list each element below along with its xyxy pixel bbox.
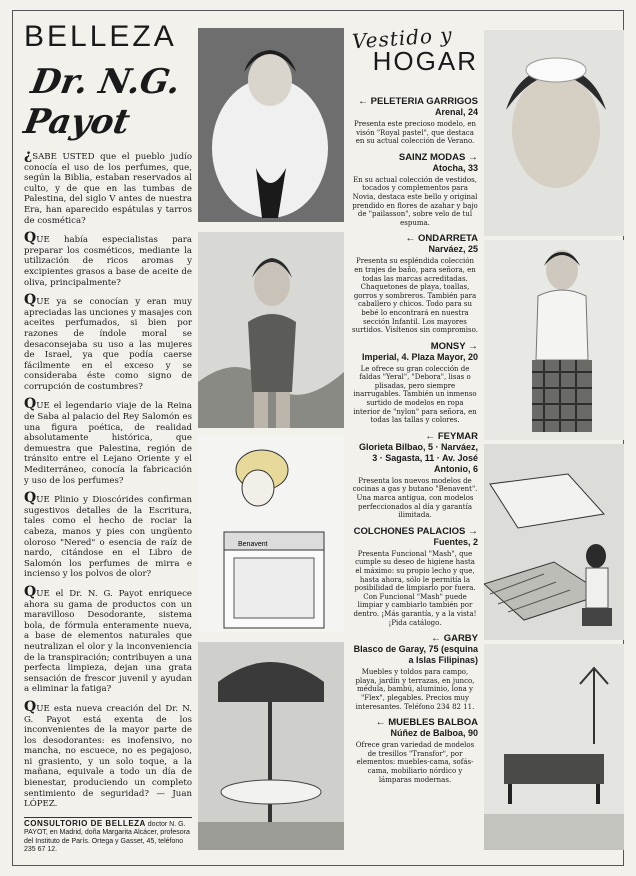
ad-item: ← MUEBLES BALBOA Núñez de Balboa, 90 Ofrece gran variedad de modelos de tresillos "Transfor", por elementos: muebles-cama, sofás-cama, mobiliario nórdico y lámparas modernas. bbox=[355, 717, 478, 784]
stove-brand-label: Benavent bbox=[238, 541, 268, 548]
header-title: HOGAR bbox=[372, 46, 478, 76]
section-title: BELLEZA bbox=[24, 20, 177, 53]
ad-item: ← PELETERIA GARRIGOS Arenal, 24 Presenta este precioso modelo, en visón "Royal pastel", que destaca en su actual colección de Verano. bbox=[354, 96, 478, 146]
ads-column bbox=[352, 96, 478, 790]
ad-item: ← ONDARRETA Narváez, 25 Presenta su espléndida colección en trajes de baño, para señora, en todas las marcas acreditadas. Chaquetones de playa, toallas, gorros y sombreros. También para caballero y chicos. Todo para su bebé lo encontrará en nuestra sección Infantil. Los mayores surtidos. Visítenos sin compromiso. bbox=[352, 233, 478, 335]
garden-furniture-photo bbox=[198, 642, 344, 850]
byline-signature: Dr. N.G. Payot bbox=[20, 62, 184, 142]
beauty-article bbox=[24, 147, 192, 810]
fur-coat-photo bbox=[198, 28, 344, 222]
article-paragraph: QUE ya se conocían y eran muy apreciadas las unciones y masajes con aceites perfumados, si bien por razones de índole moral se desaconsejaba su uso a las mujeres de Israel, ya que podía caerse fácilmente en el exceso y se consideraba éste como signo de corrupción de costumbres? bbox=[24, 292, 192, 392]
living-room-photo bbox=[484, 644, 624, 850]
swimsuit-photo bbox=[198, 232, 344, 428]
article-paragraph: QUE había especialistas para preparar los cosméticos, mediante la utilización de ricos aromas y excipientes grasos a base de aceite de oliva, principalmente? bbox=[24, 230, 192, 288]
header-script: Vestido y bbox=[351, 22, 454, 54]
ad-item: ← FEYMAR Glorieta Bilbao, 5 · Narváez, 3 · Sagasta, 11 · Av. José Antonio, 6 Presenta los nuevos modelos de cocinas a gas y butano "Benavent". Una marca antigua, con modelos perfeccionados al día y garantía ilimitada. bbox=[352, 430, 478, 520]
bride-photo bbox=[484, 30, 624, 236]
article-paragraph: QUE esta nueva creación del Dr. N. G. Payot está exenta de los inconvenientes de la mayor parte de los desodorantes: es inofensivo, no mancha, no escuece, no es pegajoso, ni grasiento, y un solo toque, a la mañana, equivale a todo un día de bienestar, produciendo un completo sentimiento de seguridad? — Juan LÓPEZ. bbox=[24, 698, 192, 810]
vestido-hogar-header bbox=[351, 22, 478, 90]
article-paragraph: QUE el legendario viaje de la Reina de Saba al palacio del Rey Salomón es una figura poética, de realidad absolutamente histórica, que demuestra que Palestina, región de tránsito entre el Lejano Oriente y el Mediterráneo, conocía la fabricación y uso de los perfumes? bbox=[24, 396, 192, 486]
ad-item: ← GARBY Blasco de Garay, 75 (esquina a Islas Filipinas) Muebles y toldos para campo, playa, jardín y terrazas, en junco, médula, bambú, aluminio, lona y "Flex", plegables. Precios muy interesantes. Teléfono 234 82 11. bbox=[353, 633, 478, 711]
article-paragraph: QUE el Dr. N. G. Payot enriquece ahora su gama de productos con un maravilloso Desodorante, sistema bola, de fórmula enteramente nueva, a base de elementos naturales que neutralizan el olor y la inconveniencia de la transpiración; contribuyen a una perfecta limpieza, dejan una grata sensación de frescor juvenil y ayudan a eliminar la fatiga? bbox=[24, 583, 192, 695]
stove-illustration bbox=[198, 436, 344, 632]
ad-item: SAINZ MODAS → Atocha, 33 En su actual colección de vestidos, tocados y complementos para Novia, destaca este bello y original prendido en flores de azahar y bajo de "pailasson", sobre velo de tul espuma. bbox=[352, 151, 478, 227]
mattress-photo bbox=[484, 444, 624, 640]
beauty-consult-info: CONSULTORIO DE BELLEZA doctor N. G. PAYOT, en Madrid, doña Margarita Alcácer, profesora del Instituto de París. Ortega y Gasset, 45, teléfono 235 67 12. bbox=[24, 817, 192, 855]
article-paragraph: ¿SABE USTED que el pueblo judío conocía el uso de los perfumes, que, según la Biblia, estaban reservados al culto, y de que en las tumbas de Palestina, del siglo V antes de nuestra Era, han aparecido espátulas y tarros de cosmética? bbox=[24, 147, 192, 226]
article-paragraph: QUE Plinio y Dioscórides confirman sugestivos detalles de la Escritura, tales como el hecho de rociar la cabeza, manos y pies con ungüento oloroso "Nered" o esencia de raíz de nardo, citándose en el Libro de Salomón los perfumes de mirra e incienso y los polvos de olor? bbox=[24, 490, 192, 580]
beauty-column bbox=[20, 20, 192, 860]
ad-item: COLCHONES PALACIOS → Fuentes, 2 Presenta Funcional "Mash", que cumple su deseo de higiene hasta el máximo: su propio lecho y que, hasta ahora, sólo le permitía la posibilidad de limpiarlo por fuera. Con Funcional "Mash" puede limpiar y cambiarlo también por dentro. ¡Más garantía, y a la vista! ¡Pida catálogo. bbox=[353, 525, 478, 627]
skirt-model-photo bbox=[484, 240, 624, 440]
ad-item: MONSY → Imperial, 4. Plaza Mayor, 20 Le ofrece su gran colección de faldas "Yeral", "Debora", lisas o plisadas, pero siempre inarrugables. También un inmenso surtido de modelos en ropa interior de "nylon" para señora, en todas las tallas y colores. bbox=[353, 340, 478, 425]
